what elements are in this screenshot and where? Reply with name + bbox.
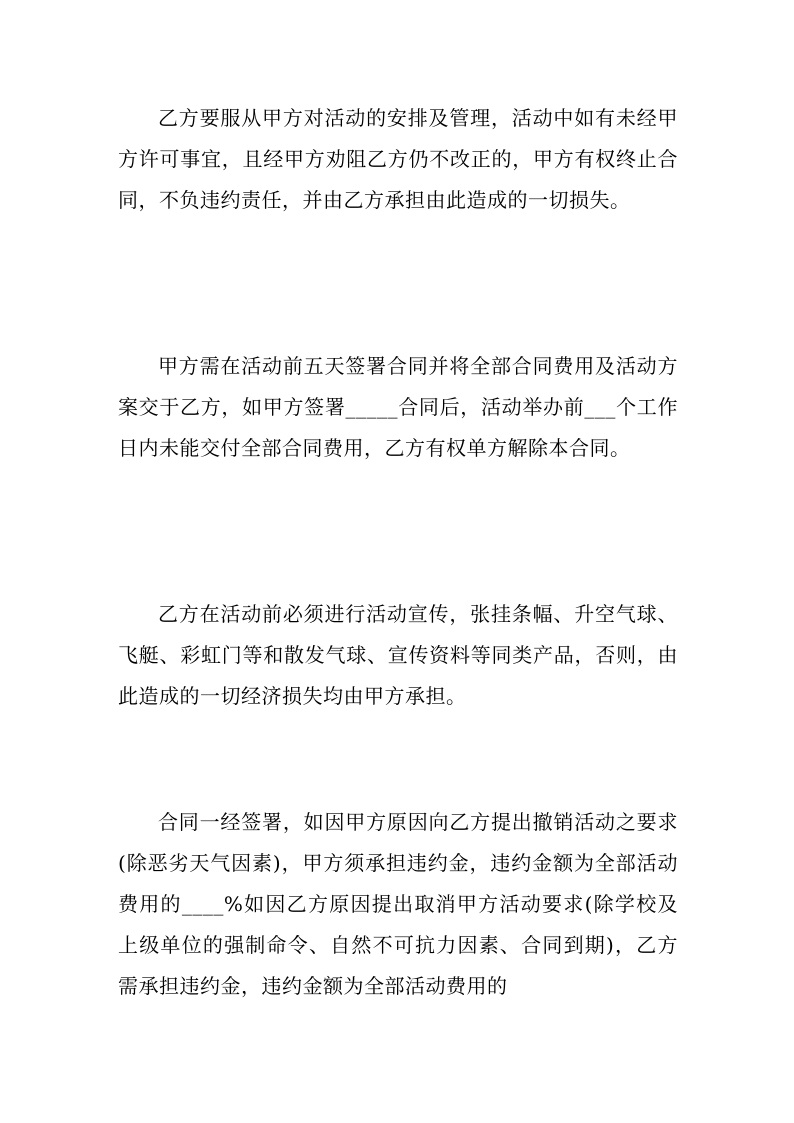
contract-clause-paragraph: 合同一经签署，如因甲方原因向乙方提出撤销活动之要求(除恶劣天气因素)，甲方须承担违约金，违约金额为全部活动费用的____%如因乙方原因提出取消甲方活动要求(除学校及上级单位的强制命令、自然不可抗力因素、合同到期)，乙方需承担违约金，违约金额为全部活动费用的 — [118, 810, 678, 998]
contract-clause-paragraph: 乙方在活动前必须进行活动宣传，张挂条幅、升空气球、飞艇、彩虹门等和散发气球、宣传资料等同类产品，否则，由此造成的一切经济损失均由甲方承担。 — [118, 602, 678, 708]
contract-clause-paragraph: 甲方需在活动前五天签署合同并将全部合同费用及活动方案交于乙方，如甲方签署_____合同后，活动举办前___个工作日内未能交付全部合同费用，乙方有权单方解除本合同。 — [118, 354, 678, 460]
contract-clause-paragraph: 乙方要服从甲方对活动的安排及管理，活动中如有未经甲方许可事宜，且经甲方劝阻乙方仍不改正的，甲方有权终止合同，不负违约责任，并由乙方承担由此造成的一切损失。 — [118, 106, 678, 212]
